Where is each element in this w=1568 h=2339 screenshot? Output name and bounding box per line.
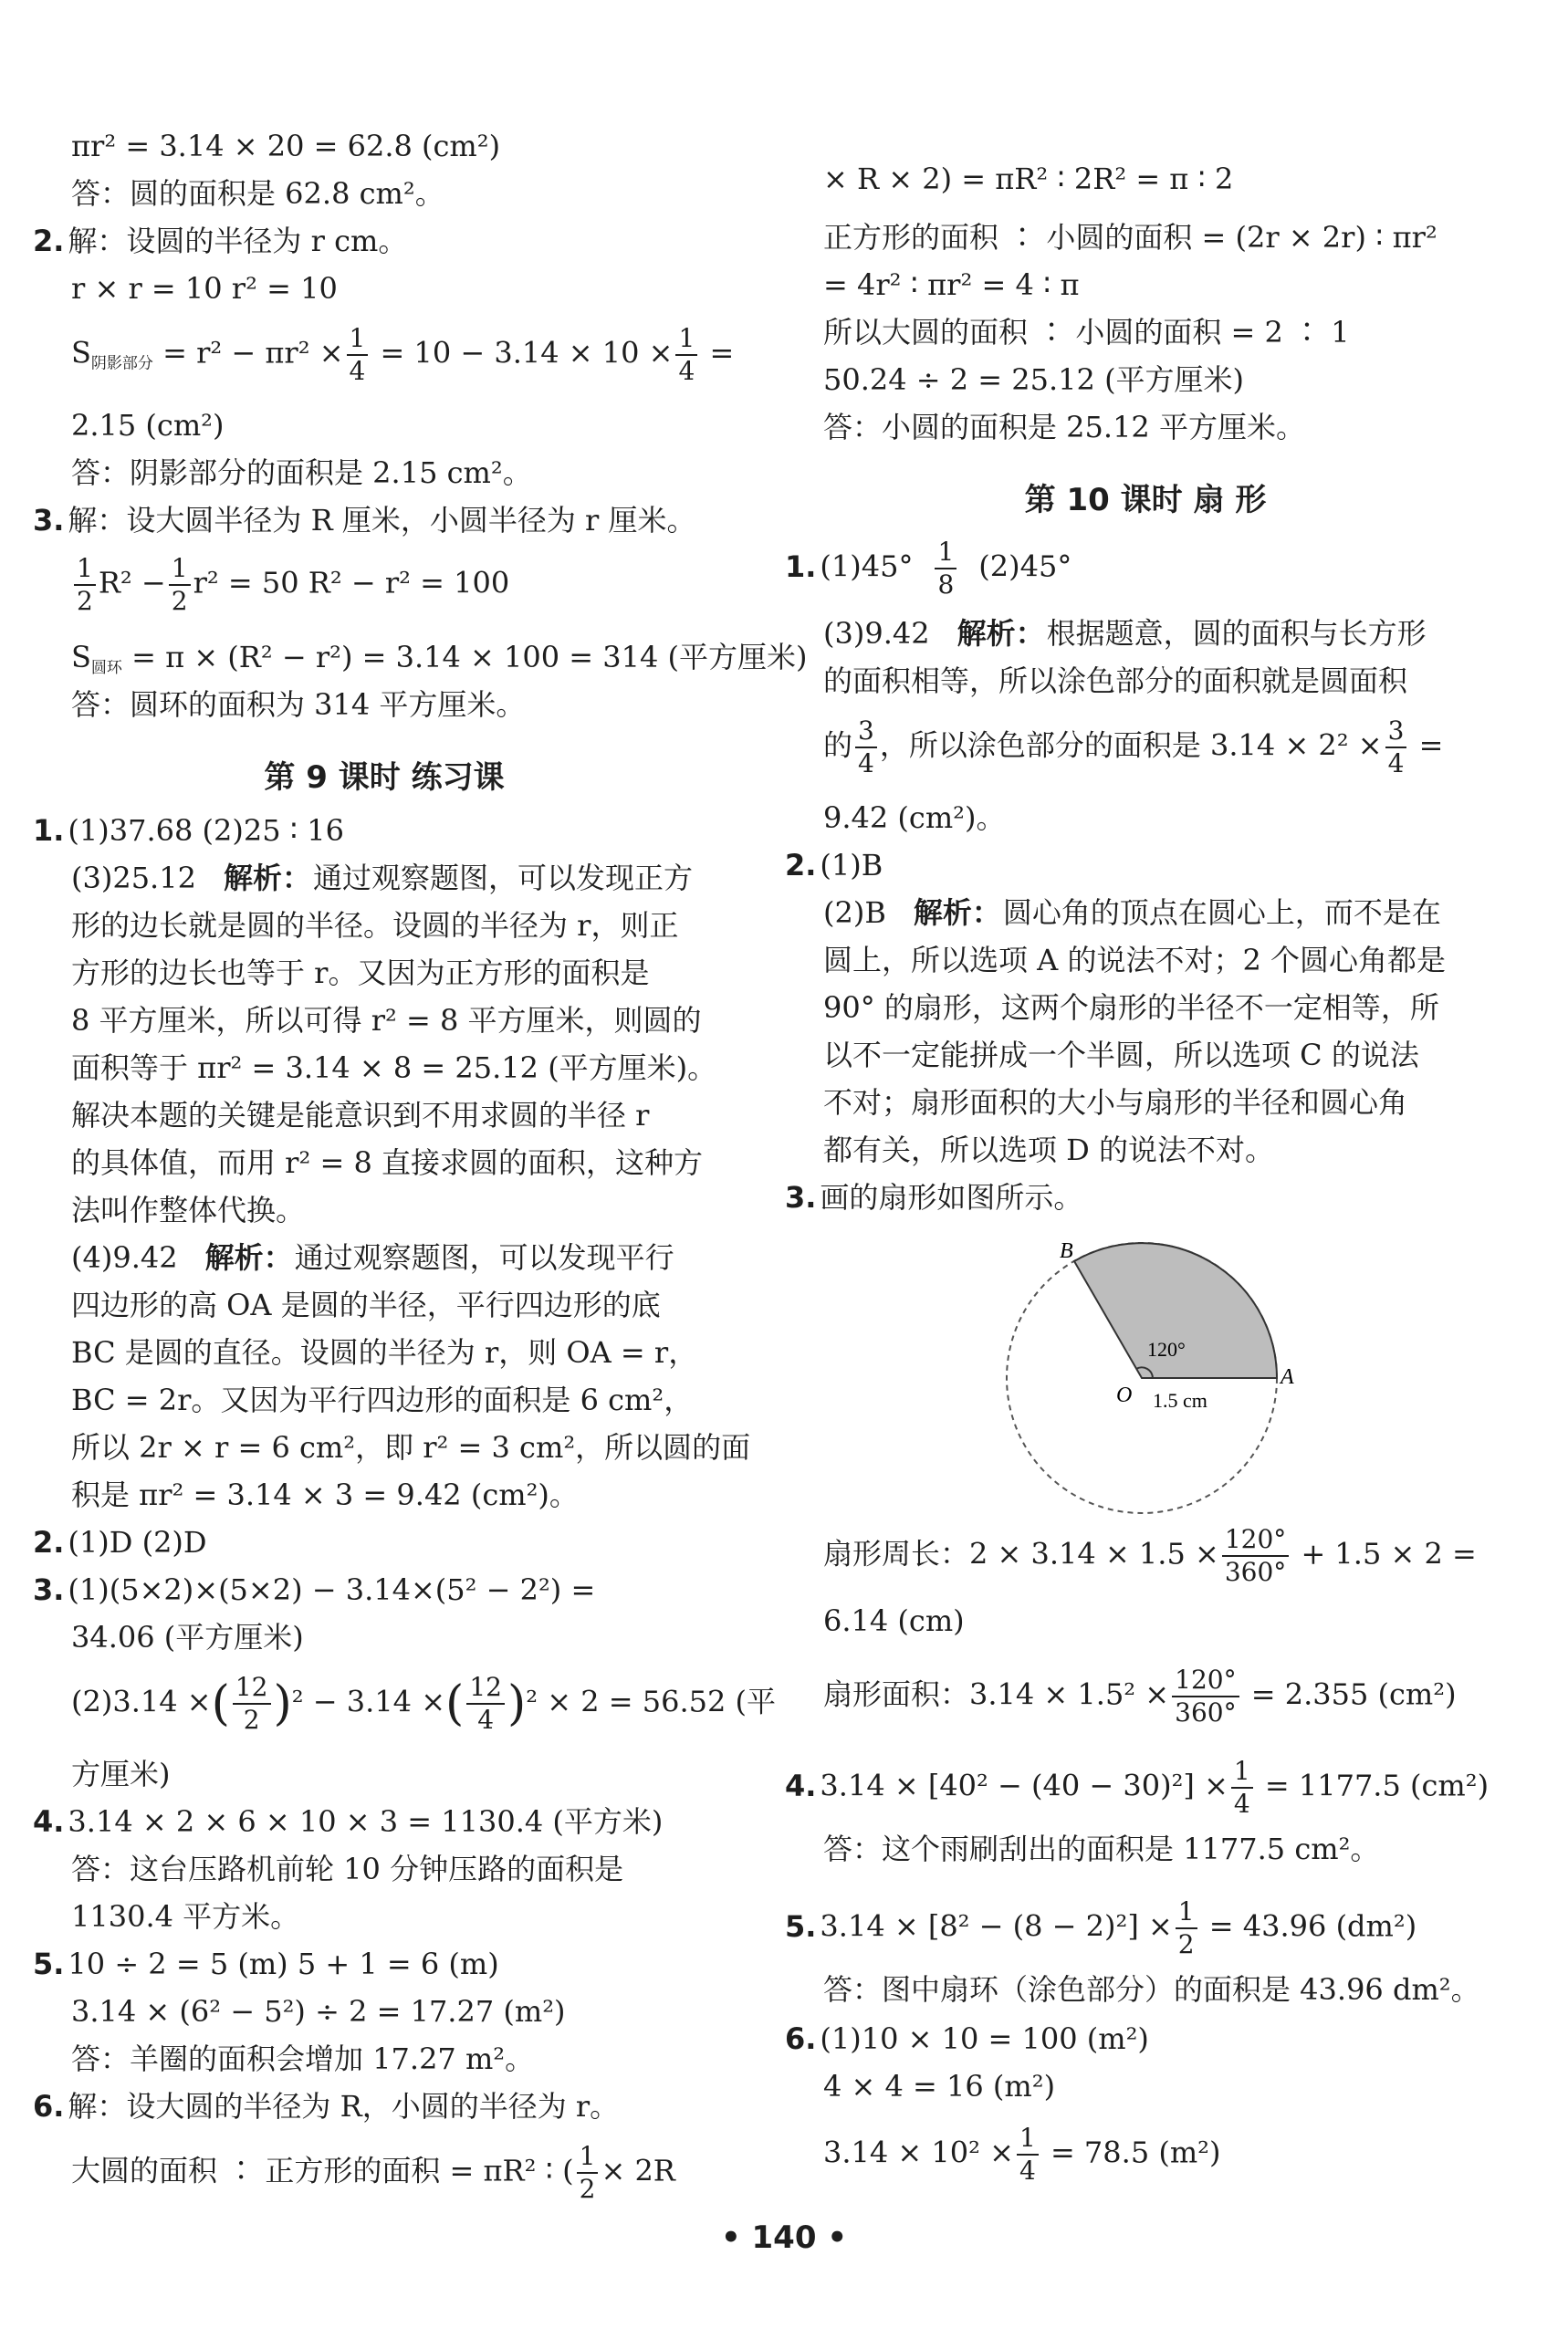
practice-6 bbox=[33, 2088, 619, 2125]
point-b-label: B bbox=[1060, 1239, 1073, 1263]
analysis-label: 解析： bbox=[204, 1240, 293, 1275]
text: 3.14 × 2 × 6 × 10 × 3 = 1130.4 (平方米) bbox=[68, 1804, 664, 1839]
text: (3)25.12 bbox=[71, 861, 196, 895]
sector-3 bbox=[785, 1179, 1082, 1216]
analysis-line bbox=[33, 1239, 674, 1276]
text-line: = 4r² ∶ πr² = 4 ∶ π bbox=[823, 267, 1080, 302]
text: (2)3.14 × bbox=[71, 1684, 212, 1719]
fraction: $\frac{1}{4}$ bbox=[675, 323, 697, 387]
text-line: 以不一定能拼成一个半圆，所以选项 C 的说法 bbox=[823, 1038, 1419, 1072]
formula-line bbox=[33, 639, 807, 686]
text: 扇形面积：3.14 × 1.5² × bbox=[823, 1676, 1170, 1712]
text: S bbox=[71, 640, 91, 674]
text-line: 6.14 (cm) bbox=[823, 1603, 965, 1638]
text: = 1177.5 (cm²) bbox=[1255, 1768, 1490, 1803]
section-heading: 第 10 课时 扇 形 bbox=[1024, 482, 1267, 518]
fraction: $\frac{12}{2}$ bbox=[233, 1672, 271, 1736]
text: r² = 50 R² − r² = 100 bbox=[193, 565, 510, 600]
fraction: $\frac{1}{2}$ bbox=[1176, 1896, 1197, 1960]
question-number: 4. bbox=[33, 1804, 65, 1839]
text-line: × R × 2) = πR² ∶ 2R² = π ∶ 2 bbox=[823, 162, 1234, 196]
text: (1)(5×2)×(5×2) − 3.14×(5² − 2²) = bbox=[68, 1572, 596, 1607]
analysis-label: 解析： bbox=[223, 861, 311, 895]
text-line: 四边形的高 OA 是圆的半径，平行四边形的底 bbox=[71, 1288, 661, 1322]
text-line: 答：阴影部分的面积是 2.15 cm²。 bbox=[71, 455, 532, 490]
question-3 bbox=[33, 502, 696, 538]
fraction: $\frac{120^\circ}{360^\circ}$ bbox=[1172, 1665, 1239, 1728]
page-number: • 140 • bbox=[720, 2219, 848, 2256]
text: = 43.96 (dm²) bbox=[1199, 1908, 1417, 1944]
sector-5 bbox=[785, 1896, 1416, 1960]
subscript: 阴影部分 bbox=[90, 354, 153, 373]
text-line: 答：圆环的面积为 314 平方厘米。 bbox=[71, 687, 526, 722]
text-line: 答：小圆的面积是 25.12 平方厘米。 bbox=[823, 410, 1305, 444]
text: (1)45° bbox=[820, 548, 914, 584]
text: × 2R bbox=[601, 2153, 675, 2188]
question-number: 2. bbox=[33, 1525, 65, 1560]
practice-5 bbox=[33, 1946, 499, 1982]
text-line: 正方形的面积 ∶ 小圆的面积 = (2r × 2r) ∶ πr² bbox=[823, 220, 1437, 255]
practice-4 bbox=[33, 1803, 663, 1840]
text-line: 34.06 (平方厘米) bbox=[71, 1620, 304, 1655]
text-line: 解决本题的关键是能意识到不用求圆的半径 r bbox=[71, 1098, 650, 1133]
text-line: 9.42 (cm²)。 bbox=[823, 800, 1006, 835]
text-line: BC = 2r。又因为平行四边形的面积是 6 cm²， bbox=[71, 1383, 694, 1417]
formula-line bbox=[33, 1672, 776, 1736]
text-line: 8 平方厘米，所以可得 r² = 8 平方厘米，则圆的 bbox=[71, 1003, 702, 1038]
text: (2)45° bbox=[978, 548, 1072, 584]
sector-2 bbox=[785, 847, 883, 883]
analysis-line bbox=[785, 894, 1441, 931]
fraction: $\frac{120^\circ}{360^\circ}$ bbox=[1222, 1524, 1289, 1588]
text-line: 3.14 × (6² − 5²) ÷ 2 = 17.27 (m²) bbox=[71, 1994, 566, 2029]
text-line: πr² = 3.14 × 20 = 62.8 (cm²) bbox=[71, 129, 501, 163]
question-2 bbox=[33, 223, 407, 259]
text: = π × (R² − r²) = 3.14 × 100 = 314 (平方厘米) bbox=[121, 640, 808, 674]
fraction: $\frac{1}{8}$ bbox=[935, 537, 956, 600]
text: 解：设圆的半径为 r cm。 bbox=[68, 224, 408, 258]
text: R² − bbox=[98, 565, 166, 600]
fraction: $\frac{1}{4}$ bbox=[1017, 2123, 1039, 2187]
paren: ) bbox=[273, 1676, 292, 1731]
practice-2 bbox=[33, 1524, 207, 1561]
text: 的 bbox=[823, 727, 853, 763]
text-line: 答：这台压路机前轮 10 分钟压路的面积是 bbox=[71, 1852, 624, 1886]
text-line: 圆上，所以选项 A 的说法不对；2 个圆心角都是 bbox=[823, 943, 1446, 977]
text-line: 法叫作整体代换。 bbox=[71, 1193, 306, 1227]
text-line: BC 是圆的直径。设圆的半径为 r，则 OA = r， bbox=[71, 1335, 698, 1370]
practice-1 bbox=[33, 812, 344, 849]
sector-1 bbox=[785, 537, 1071, 600]
subscript: 圆环 bbox=[90, 659, 122, 677]
text: 3.14 × 10² × bbox=[823, 2135, 1014, 2170]
text: 解：设大圆的半径为 R，小圆的半径为 r。 bbox=[68, 2089, 620, 2124]
text: 根据题意，圆的面积与长方形 bbox=[1046, 616, 1427, 651]
text-line: 90° 的扇形，这两个扇形的半径不一定相等，所 bbox=[823, 990, 1439, 1025]
text: (4)9.42 bbox=[71, 1240, 178, 1275]
text: ，所以涂色部分的面积是 3.14 × 2² × bbox=[879, 727, 1383, 763]
formula-line bbox=[785, 2123, 1220, 2187]
text: 解：设大圆半径为 R 厘米，小圆半径为 r 厘米。 bbox=[68, 503, 696, 538]
text: 10 ÷ 2 = 5 (m) 5 + 1 = 6 (m) bbox=[68, 1947, 499, 1981]
question-number: 2. bbox=[33, 224, 65, 258]
sector-6 bbox=[785, 2021, 1149, 2057]
text: (3)9.42 bbox=[823, 616, 930, 651]
text-line: 方厘米) bbox=[71, 1757, 171, 1791]
text-line: 不对；扇形面积的大小与扇形的半径和圆心角 bbox=[823, 1085, 1408, 1120]
text-line: 答：这个雨刷刮出的面积是 1177.5 cm²。 bbox=[823, 1832, 1380, 1866]
text: 3.14 × [8² − (8 − 2)²] × bbox=[820, 1908, 1173, 1944]
text: 3.14 × [40² − (40 − 30)²] × bbox=[820, 1768, 1228, 1803]
text: = 78.5 (m²) bbox=[1040, 2135, 1221, 2170]
question-number: 3. bbox=[33, 1572, 65, 1607]
angle-label: 120° bbox=[1147, 1338, 1186, 1361]
text: 通过观察题图，可以发现正方 bbox=[312, 861, 693, 895]
text-line: 2.15 (cm²) bbox=[71, 408, 225, 443]
text: (1)D (2)D bbox=[68, 1525, 207, 1560]
text: (1)10 × 10 = 100 (m²) bbox=[820, 2021, 1149, 2056]
sector-4 bbox=[785, 1756, 1489, 1820]
text-line: 形的边长就是圆的半径。设圆的半径为 r，则正 bbox=[71, 908, 679, 943]
formula-line bbox=[33, 2141, 675, 2205]
formula-line bbox=[785, 1524, 1477, 1588]
fraction: $\frac{12}{4}$ bbox=[466, 1672, 505, 1736]
question-number: 4. bbox=[785, 1768, 817, 1803]
text-line: 50.24 ÷ 2 = 25.12 (平方厘米) bbox=[823, 362, 1245, 397]
question-number: 2. bbox=[785, 848, 817, 882]
analysis-label: 解析： bbox=[956, 616, 1045, 651]
text: ² − 3.14 × bbox=[291, 1684, 446, 1719]
text-line: 4 × 4 = 16 (m²) bbox=[823, 2069, 1056, 2104]
formula-line bbox=[33, 323, 734, 387]
text: (2)B bbox=[823, 895, 886, 930]
analysis-line bbox=[33, 860, 693, 896]
fraction: $\frac{1}{2}$ bbox=[577, 2141, 599, 2205]
question-number: 5. bbox=[33, 1947, 65, 1981]
text: = r² − πr² × bbox=[152, 335, 344, 371]
formula-line bbox=[785, 1665, 1457, 1728]
text: ² × 2 = 56.52 (平 bbox=[526, 1684, 777, 1719]
analysis-line bbox=[785, 615, 1427, 652]
text-line: 1130.4 平方米。 bbox=[71, 1899, 300, 1934]
text: 扇形周长：2 × 3.14 × 1.5 × bbox=[823, 1536, 1219, 1572]
text: S bbox=[71, 335, 91, 371]
text-line: 答：图中扇环（涂色部分）的面积是 43.96 dm²。 bbox=[823, 1972, 1480, 2007]
practice-3 bbox=[33, 1572, 595, 1608]
text-line: 答：圆的面积是 62.8 cm²。 bbox=[71, 176, 444, 211]
text: = 2.355 (cm²) bbox=[1241, 1676, 1457, 1712]
question-number: 3. bbox=[33, 503, 65, 538]
text-line: 所以大圆的面积 ∶ 小圆的面积 = 2 ∶ 1 bbox=[823, 315, 1350, 350]
formula-line bbox=[33, 553, 509, 617]
text: (1)B bbox=[820, 848, 883, 882]
paren: ( bbox=[445, 1676, 465, 1731]
text-line: 所以 2r × r = 6 cm²，即 r² = 3 cm²，所以圆的面 bbox=[71, 1430, 751, 1465]
text: 大圆的面积 ∶ 正方形的面积 = πR² ∶ ( bbox=[71, 2153, 574, 2188]
text-line: 方形的边长也等于 r。又因为正方形的面积是 bbox=[71, 955, 650, 990]
question-number: 6. bbox=[33, 2089, 65, 2124]
text: = bbox=[700, 335, 735, 371]
question-number: 5. bbox=[785, 1908, 817, 1944]
text-line: 都有关，所以选项 D 的说法不对。 bbox=[823, 1133, 1275, 1167]
formula-line bbox=[785, 715, 1443, 779]
question-number: 6. bbox=[785, 2021, 817, 2056]
text: 圆心角的顶点在圆心上，而不是在 bbox=[1002, 895, 1441, 930]
text: = 10 − 3.14 × 10 × bbox=[371, 335, 674, 371]
fraction: $\frac{1}{4}$ bbox=[347, 323, 369, 387]
question-number: 1. bbox=[33, 813, 65, 848]
text: (1)37.68 (2)25 ∶ 16 bbox=[68, 813, 344, 848]
fraction: $\frac{1}{4}$ bbox=[1231, 1756, 1253, 1820]
text: 画的扇形如图所示。 bbox=[820, 1180, 1083, 1215]
text: = bbox=[1409, 727, 1444, 763]
text-line: 面积等于 πr² = 3.14 × 8 = 25.12 (平方厘米)。 bbox=[71, 1050, 717, 1085]
fraction: $\frac{3}{4}$ bbox=[855, 715, 877, 779]
point-a-label: A bbox=[1281, 1365, 1294, 1389]
radius-label: 1.5 cm bbox=[1153, 1389, 1207, 1412]
analysis-label: 解析： bbox=[913, 895, 1001, 930]
text-line: 的面积相等，所以涂色部分的面积就是圆面积 bbox=[823, 663, 1408, 698]
fraction: $\frac{1}{2}$ bbox=[74, 553, 96, 617]
question-number: 1. bbox=[785, 548, 817, 584]
text-line: 答：羊圈的面积会增加 17.27 m²。 bbox=[71, 2041, 535, 2076]
paren: ( bbox=[211, 1676, 230, 1731]
question-number: 3. bbox=[785, 1180, 817, 1215]
fraction: $\frac{3}{4}$ bbox=[1385, 715, 1407, 779]
fraction: $\frac{1}{2}$ bbox=[169, 553, 191, 617]
text-line: r × r = 10 r² = 10 bbox=[71, 271, 338, 306]
paren: ) bbox=[507, 1676, 527, 1731]
sector-figure bbox=[990, 1232, 1294, 1524]
text-line: 积是 πr² = 3.14 × 3 = 9.42 (cm²)。 bbox=[71, 1478, 579, 1512]
point-o-label: O bbox=[1116, 1384, 1133, 1407]
text: + 1.5 × 2 = bbox=[1291, 1536, 1477, 1572]
text: 通过观察题图，可以发现平行 bbox=[294, 1240, 674, 1275]
section-heading: 第 9 课时 练习课 bbox=[264, 759, 505, 796]
text-line: 的具体值，而用 r² = 8 直接求圆的面积，这种方 bbox=[71, 1145, 703, 1180]
